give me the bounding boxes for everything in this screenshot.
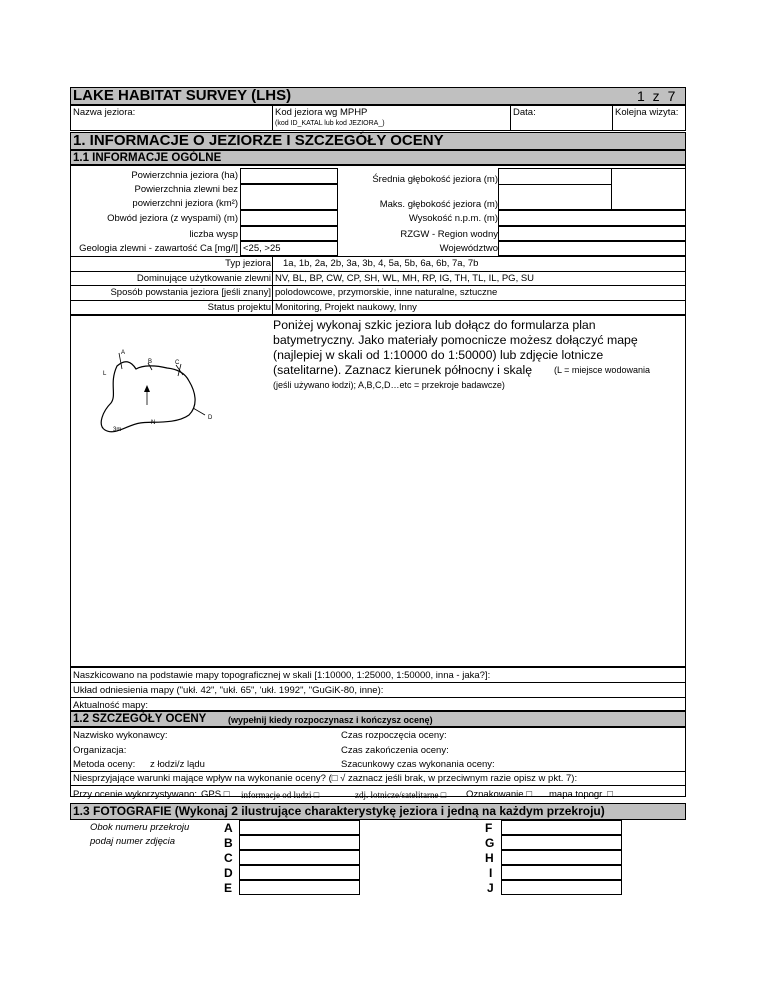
map-reference-label: Układ odniesienia mapy ("ukł. 42", "ukł. 65", 'ukł. 1992", "GuGiK-80, inne): xyxy=(73,685,384,696)
sketch-label-l: L xyxy=(103,371,107,377)
transect-letter: H xyxy=(485,851,494,865)
satellite-photo-checkbox[interactable]: zdj. lotnicze/satelitarne □ xyxy=(355,790,447,800)
project-status-label: Status projektu xyxy=(207,302,271,313)
lake-area-field[interactable] xyxy=(240,168,338,184)
islands-field[interactable] xyxy=(240,226,338,241)
section13-title: 1.3 FOTOGRAFIE (Wykonaj 2 ilustrujące charakterystykę jeziora i jedną na każdym przekroju) xyxy=(73,804,605,818)
visit-label: Kolejna wizyta: xyxy=(615,107,679,118)
transect-letter: A xyxy=(224,821,233,835)
sketch-label-n: N xyxy=(151,420,156,426)
marking-checkbox[interactable]: Oznakowanie □ xyxy=(466,789,532,800)
landuse-options[interactable]: NV, BL, BP, CW, CP, SH, WL, MH, RP, IG, TH, TL, IL, PG, SU xyxy=(275,273,535,284)
transect-letter: I xyxy=(489,866,493,880)
page-number: 1 z 7 xyxy=(637,88,678,104)
sketch-label-a: A xyxy=(121,350,126,356)
perimeter-field[interactable] xyxy=(240,210,338,226)
sketch-label-c: C xyxy=(175,360,180,366)
sketch-scale-label: 3m xyxy=(113,427,122,433)
photo-note-2: podaj numer zdjęcia xyxy=(90,836,176,847)
sketch-instruction-5: (jeśli używano łodzi); A,B,C,D…etc = przekroje badawcze) xyxy=(273,380,505,390)
people-info-checkbox[interactable]: informacje od ludzi □ xyxy=(241,790,320,800)
origin-options[interactable]: polodowcowe, przymorskie, inne naturalne, sztuczne xyxy=(275,287,498,298)
map-date-label: Aktualność mapy: xyxy=(73,700,148,711)
origin-label: Sposób powstania jeziora [jeśli znany] xyxy=(110,287,271,298)
photo-field[interactable] xyxy=(501,850,622,865)
photo-field[interactable] xyxy=(501,835,622,850)
sketch-label-d: D xyxy=(208,415,213,421)
geology-options: <25, >25 xyxy=(243,243,281,254)
end-time-label: Czas zakończenia oceny: xyxy=(341,745,449,756)
photo-field[interactable] xyxy=(239,850,360,865)
photo-field[interactable] xyxy=(239,880,360,895)
lake-code-sublabel: (kod ID_KATAL lub kod JEZIORA_) xyxy=(275,120,385,127)
landuse-label: Dominujące użytkowanie zlewni xyxy=(136,273,271,284)
photo-field[interactable] xyxy=(501,865,622,880)
depth-field-block[interactable] xyxy=(498,168,686,210)
form-title: LAKE HABITAT SURVEY (LHS) xyxy=(73,87,292,104)
max-depth-label: Maks. głębokość jeziora (m) xyxy=(379,199,498,210)
section12-note: (wypełnij kiedy rozpoczynasz i kończysz ocenę) xyxy=(228,715,433,725)
transect-letter: B xyxy=(224,836,233,850)
section11-title: 1.1 INFORMACJE OGÓLNE xyxy=(73,152,222,164)
sketch-instruction-3: (najlepiej w skali od 1:10000 do 1:50000) lub zdjęcie lotnicze xyxy=(273,348,604,362)
sketch-instruction-4b: (L = miejsce wodowania xyxy=(554,365,650,375)
section12-title: 1.2 SZCZEGÓŁY OCENY xyxy=(73,713,207,725)
mean-depth-label: Średnia głębokość jeziora (m) xyxy=(372,174,498,185)
map-scale-label: Naszkicowano na podstawie mapy topograficznej w skali [1:10000, 1:25000, 1:50000, inna - jaka?]: xyxy=(73,670,491,681)
sketch-label-b: B xyxy=(148,359,153,365)
geology-label: Geologia zlewni - zawartość Ca [mg/l] xyxy=(79,243,238,254)
conditions-label: Niesprzyjające warunki mające wpływ na wykonanie oceny? (□ √ zaznacz jeśli brak, w przeciwnym razie opisz w pkt. 7): xyxy=(73,773,578,784)
catchment-area-label-1: Powierzchnia zlewni bez xyxy=(134,184,238,195)
photo-field[interactable] xyxy=(501,880,622,895)
date-label: Data: xyxy=(513,107,536,118)
sketch-instruction-1: Poniżej wykonaj szkic jeziora lub dołącz do formularza plan xyxy=(273,318,596,332)
lake-name-label: Nazwa jeziora: xyxy=(73,107,136,118)
catchment-area-field[interactable] xyxy=(240,184,338,210)
lake-type-options[interactable]: 1a, 1b, 2a, 2b, 3a, 3b, 4, 5a, 5b, 6a, 6b, 7a, 7b xyxy=(283,258,479,269)
catchment-area-label-2: powierzchni jeziora (km²) xyxy=(132,198,238,209)
rzgw-field[interactable] xyxy=(498,226,686,241)
example-lake-sketch xyxy=(95,345,230,445)
lake-area-label: Powierzchnia jeziora (ha) xyxy=(131,170,238,181)
transect-letter: C xyxy=(224,851,233,865)
photo-field[interactable] xyxy=(239,820,360,835)
voivodeship-field[interactable] xyxy=(498,241,686,256)
altitude-label: Wysokość n.p.m. (m) xyxy=(408,213,498,224)
lake-type-label: Typ jeziora xyxy=(225,258,271,269)
transect-letter: F xyxy=(485,821,493,835)
voivodeship-label: Województwo xyxy=(439,243,498,254)
method-options[interactable]: z łodzi/z lądu xyxy=(150,759,205,770)
transect-letter: G xyxy=(485,836,495,850)
start-time-label: Czas rozpoczęcia oceny: xyxy=(341,730,447,741)
photo-note-1: Obok numeru przekroju xyxy=(90,822,190,833)
topo-map-checkbox[interactable]: mapa topogr. □ xyxy=(549,789,613,800)
project-status-options[interactable]: Monitoring, Projekt naukowy, Inny xyxy=(275,302,417,313)
lake-code-label: Kod jeziora wg MPHP xyxy=(275,107,368,118)
sketch-instruction-2: batymetryczny. Jako materiały pomocnicze możesz dołączyć mapę xyxy=(273,333,638,347)
section1-title: 1. INFORMACJE O JEZIORZE I SZCZEGÓŁY OCENY xyxy=(73,132,444,149)
transect-letter: D xyxy=(224,866,233,880)
surveyor-label: Nazwisko wykonawcy: xyxy=(73,730,168,741)
photo-field[interactable] xyxy=(239,865,360,880)
gps-checkbox[interactable]: GPS □ xyxy=(201,789,230,800)
sketch-instruction-4: (satelitarne). Zaznacz kierunek północny i skalę xyxy=(273,363,533,377)
transect-letter: J xyxy=(487,881,494,895)
method-label: Metoda oceny: xyxy=(73,759,136,770)
transect-letter: E xyxy=(224,881,233,895)
islands-label: liczba wysp xyxy=(189,229,238,240)
used-sources-label: Przy ocenie wykorzystywano: xyxy=(73,789,198,800)
organisation-label: Organizacja: xyxy=(73,745,127,756)
rzgw-label: RZGW - Region wodny xyxy=(400,229,498,240)
photo-field[interactable] xyxy=(239,835,360,850)
photo-field[interactable] xyxy=(501,820,622,835)
perimeter-label: Obwód jeziora (z wyspami) (m) xyxy=(107,213,238,224)
duration-label: Szacunkowy czas wykonania oceny: xyxy=(341,759,495,770)
altitude-field[interactable] xyxy=(498,210,686,226)
